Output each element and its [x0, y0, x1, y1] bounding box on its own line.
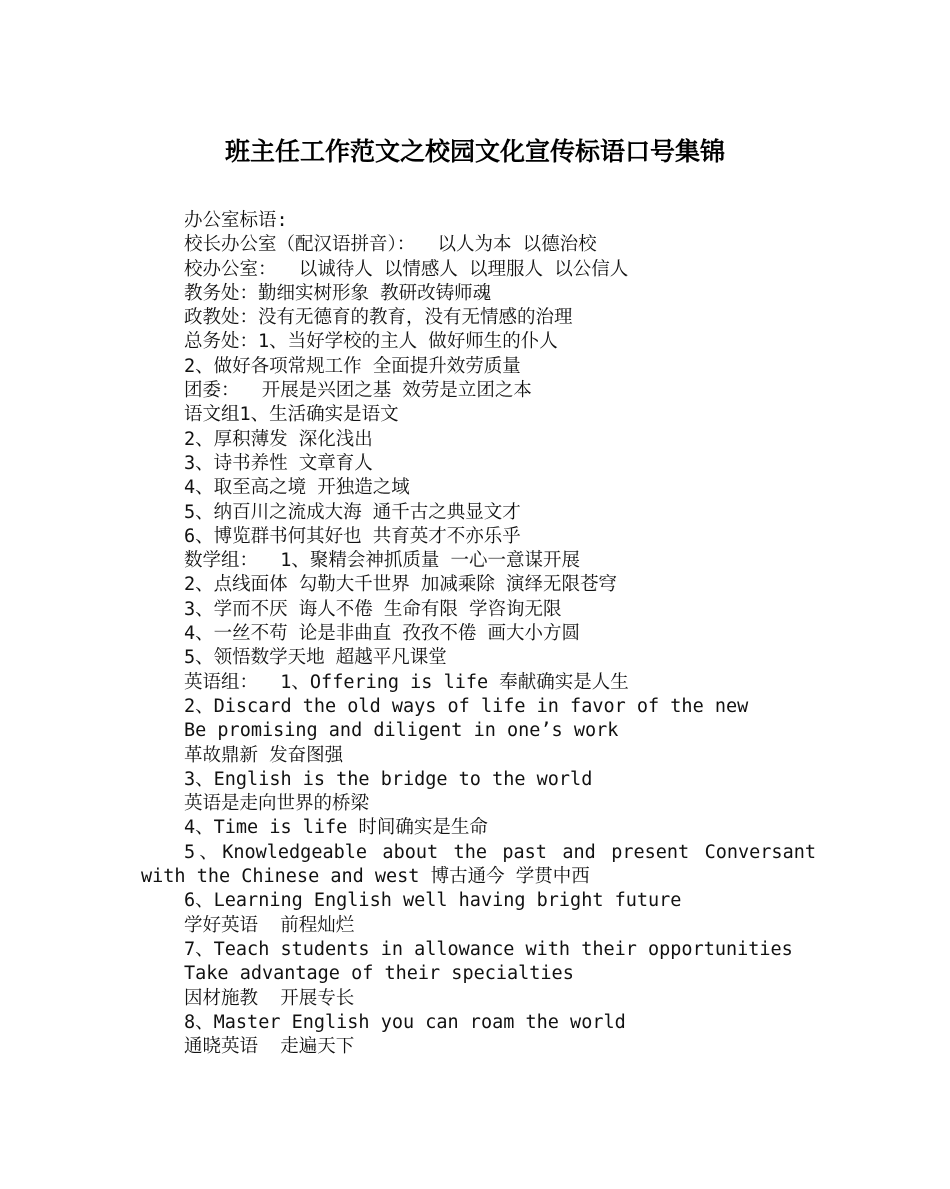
text-line: 3、English is the bridge to the world: [184, 768, 593, 790]
document-title: 班主任工作范文之校园文化宣传标语口号集锦: [224, 137, 725, 166]
text-line: 教务处：勤细实树形象 教研改铸师魂: [184, 282, 492, 304]
text-line: Take advantage of their specialties: [184, 963, 574, 985]
text-line: 3、诗书养性 文章育人: [184, 452, 373, 474]
text-line: 6、博览群书何其好也 共育英才不亦乐乎: [184, 525, 521, 547]
text-line: 7、Teach students in allowance with their opportunities: [184, 938, 793, 960]
text-line: 2、点线面体 勾勒大千世界 加减乘除 演绎无限苍穹: [184, 574, 618, 596]
text-line: 校长办公室（配汉语拼音）： 以人为本 以德治校: [184, 234, 597, 256]
text-line: 3、学而不厌 诲人不倦 生命有限 学咨询无限: [184, 598, 562, 620]
text-line: 数学组： 1、聚精会神抓质量 一心一意谋开展: [184, 550, 581, 572]
text-line: 2、厚积薄发 深化浅出: [184, 428, 373, 450]
text-line: 4、Time is life 时间确实是生命: [184, 817, 488, 839]
text-line: 通晓英语 走遍天下: [184, 1036, 355, 1058]
text-line: 校办公室： 以诚待人 以情感人 以理服人 以公信人: [184, 258, 629, 280]
text-line: 2、做好各项常规工作 全面提升效劳质量: [184, 355, 521, 377]
text-line: 英语是走向世界的桥梁: [184, 793, 370, 815]
text-line: 6、Learning English well having bright future: [184, 890, 682, 912]
text-line: 4、一丝不苟 论是非曲直 孜孜不倦 画大小方圆: [184, 623, 581, 645]
text-line: Be promising and diligent in one’s work: [184, 720, 619, 742]
text-line: 5、纳百川之流成大海 通千古之典显文才: [184, 501, 521, 523]
text-line: 办公室标语:: [184, 210, 288, 231]
text-line: 4、取至高之境 开独造之域: [184, 477, 410, 499]
text-line: 2、Discard the old ways of life in favor of the new: [184, 695, 749, 717]
text-paragraph: 5、Knowledgeable about the past and present Conversant with the Chinese and west 博古通今 学贯中西: [141, 841, 816, 888]
text-line: 团委： 开展是兴团之基 效劳是立团之本: [184, 380, 532, 402]
text-line: 5、领悟数学天地 超越平凡课堂: [184, 647, 447, 669]
text-line: 因材施教 开展专长: [184, 987, 355, 1009]
text-line: 8、Master English you can roam the world: [184, 1011, 626, 1033]
document-body: [141, 209, 816, 1059]
text-line: 总务处：1、当好学校的主人 做好师生的仆人: [184, 331, 558, 353]
text-line: 语文组1、生活确实是语文: [184, 404, 399, 426]
text-line: 英语组： 1、Offering is life 奉献确实是人生: [184, 671, 629, 693]
text-line: 学好英语 前程灿烂: [184, 914, 355, 936]
text-line: 革故鼎新 发奋图强: [184, 744, 344, 766]
text-line: 政教处：没有无德育的教育，没有无情感的治理: [184, 307, 573, 329]
